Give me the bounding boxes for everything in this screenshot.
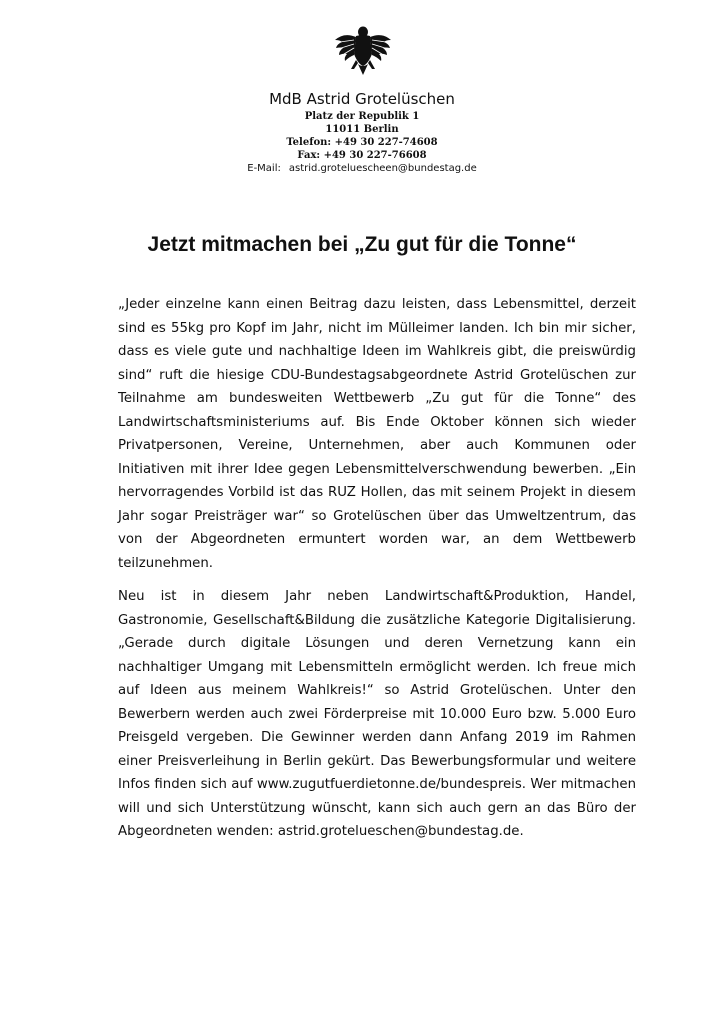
sender-address: Platz der Republik 1 <box>304 111 420 122</box>
sender-name: MdB Astrid Grotelüschen <box>269 90 455 108</box>
sender-postal-code-city: 11011 Berlin <box>325 124 399 135</box>
sender-phone: Telefon: +49 30 227-74608 <box>286 137 438 148</box>
article-body <box>118 293 636 854</box>
article-title: Jetzt mitmachen bei „Zu gut für die Tonne“ <box>147 233 577 256</box>
sender-fax: Fax: +49 30 227-76608 <box>297 150 427 161</box>
article-paragraph-2: Neu ist in diesem Jahr neben Landwirtschaft&Produktion, Handel, Gastronomie, Gesellschaft&Bildung die zusätzliche Kategorie Digitalisierung. „Gerade durch digitale Lösungen und deren Vernetzung kann ein nachhaltiger Umgang mit Lebensmitteln ermöglicht werden. Ich freue mich auf Ideen aus meinem Wahlkreis!“ so Astrid Grotelüschen. Unter den Bewerbern werden auch zwei Förderpreise mit 10.000 Euro bzw. 5.000 Euro Preisgeld vergeben. Die Gewinner werden dann Anfang 2019 im Rahmen einer Preisverleihung in Berlin gekürt. Das Bewerbungsformular und weitere Infos finden sich auf www.zugutfuerdietonne.de/bundespreis. Wer mitmachen will und sich Unterstützung wünscht, kann sich auch gern an das Büro der Abgeordneten wenden: astrid.grotelueschen@bundestag.de. <box>118 589 636 839</box>
sender-email <box>0 162 724 176</box>
letterhead <box>0 90 724 176</box>
federal-eagle-icon <box>334 24 392 76</box>
email-label: E-Mail: <box>247 163 281 174</box>
email-value: astrid.groteluescheen@bundestag.de <box>288 163 477 174</box>
article-paragraph-1: „Jeder einzelne kann einen Beitrag dazu leisten, dass Lebensmittel, derzeit sind es 55kg pro Kopf im Jahr, nicht im Mülleimer landen. Ich bin mir sicher, dass es viele gute und nachhaltige Ideen im Wahlkreis gibt, die preiswürdig sind“ ruft die hiesige CDU-Bundestagsabgeordnete Astrid Grotelüschen zur Teilnahme am bundesweiten Wettbewerb „Zu gut für die Tonne“ des Landwirtschaftsministeriums auf. Bis Ende Oktober können sich wieder Privatpersonen, Vereine, Unternehmen, aber auch Kommunen oder Initiativen mit ihrer Idee gegen Lebensmittelverschwendung bewerben. „Ein hervorragendes Vorbild ist das RUZ Hollen, das mit seinem Projekt in diesem Jahr sogar Preisträger war“ so Grotelüschen über das Umweltzentrum, das von der Abgeordneten ermuntert worden war, an dem Wettbewerb teilzunehmen. <box>118 297 636 571</box>
